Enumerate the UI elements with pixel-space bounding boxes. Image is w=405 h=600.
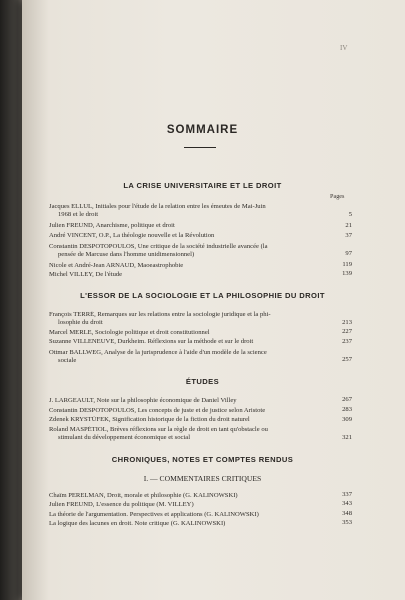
toc-page: 213 [342, 319, 352, 326]
toc-entry: François TERRÉ, Remarques sur les relations entre la sociologie juridique et la phi- [49, 311, 271, 318]
toc-page: 353 [342, 519, 352, 526]
toc-page: 337 [342, 491, 352, 498]
toc-entry: Jacques ELLUL, Initiales pour l'étude de la relation entre les émeutes de Mai-Juin [49, 203, 266, 210]
toc-entry: La théorie de l'argumentation. Perspectives et applications (G. KALINOWSKI) [49, 511, 259, 518]
toc-page: 257 [342, 356, 352, 363]
subsection-heading: I. — COMMENTAIRES CRITIQUES [143, 474, 262, 483]
toc-entry: Marcel MERLE, Sociologie politique et droit constitutionnel [49, 329, 210, 336]
toc-entry: Zdenek KRYSTŮFEK, Signification historique de la fiction du droit naturel [49, 416, 250, 423]
toc-page: 237 [342, 338, 352, 345]
toc-page: 139 [342, 270, 352, 277]
toc-page: 283 [342, 406, 352, 413]
section-heading-chroniques: CHRONIQUES, NOTES ET COMPTES RENDUS [111, 455, 294, 464]
toc-page: 227 [342, 328, 352, 335]
toc-entry: Nicole et André-Jean ARNAUD, Maoeastrophobie [49, 262, 184, 269]
toc-page: 348 [342, 510, 352, 517]
toc-entry: Ottmar BALLWEG, Analyse de la jurisprudence à l'aide d'un modèle de la science [49, 349, 267, 356]
toc-page: 343 [342, 500, 352, 507]
toc-entry-cont: stimulant du développement économique et social [58, 434, 191, 441]
toc-entry: André VINCENT, O.P., La théologie nouvelle et la Révolution [49, 232, 215, 239]
toc-page: 5 [348, 211, 352, 218]
toc-page: 267 [342, 396, 352, 403]
toc-entry-cont: pensée de Marcuse dans l'homme unidimensionnel) [58, 251, 195, 258]
toc-entry: Chaïm PERELMAN, Droit, morale et philosophie (G. KALINOWSKI) [49, 492, 238, 499]
toc-entry: La logique des lacunes en droit. Note critique (G. KALINOWSKI) [49, 520, 226, 527]
toc-page: 37 [345, 232, 352, 239]
toc-entry: Constantin DESPOTOPOULOS, Une critique de la société industrielle avancée (la [49, 243, 268, 250]
section-heading-etudes: ÉTUDES [185, 377, 220, 386]
toc-page: 97 [345, 250, 352, 257]
toc-entry: J. LARGEAULT, Note sur la philosophie économique de Daniel Villey [49, 397, 237, 404]
toc-entry: Michel VILLEY, De l'étude [49, 271, 123, 278]
toc-entry-cont: 1968 et le droit [58, 211, 99, 218]
title-rule [184, 147, 216, 148]
section-heading-crise: LA CRISE UNIVERSITAIRE ET LE DROIT [123, 181, 282, 190]
pages-label: Pages [330, 193, 345, 200]
section-heading-essor: L'ESSOR DE LA SOCIOLOGIE ET LA PHILOSOPHIE DU DROIT [80, 291, 325, 300]
toc-entry-cont: sociale [58, 357, 77, 364]
toc-entry: Roland MASPÉTIOL, Brèves réflexions sur la règle de droit en tant qu'obstacle ou [49, 426, 268, 433]
toc-page: 119 [342, 261, 352, 268]
toc-entry: Constantin DESPOTOPOULOS, Les concepts de juste et de justice selon Aristote [49, 407, 266, 414]
toc-entry: Julien FREUND, L'essence du politique (M. VILLEY) [49, 501, 194, 508]
toc-page: 321 [342, 434, 352, 441]
toc-page: 309 [342, 416, 352, 423]
page-title: SOMMAIRE [166, 124, 239, 136]
toc-entry: Julien FREUND, Anarchisme, politique et droit [49, 222, 175, 229]
toc-entry-cont: losophie du droit [58, 319, 103, 326]
page-number: IV [340, 44, 348, 52]
toc-entry: Suzanne VILLENEUVE, Durkheim. Réflexions sur la méthode et sur le droit [49, 338, 254, 345]
toc-page: 21 [345, 222, 352, 229]
book-gutter [0, 0, 22, 600]
